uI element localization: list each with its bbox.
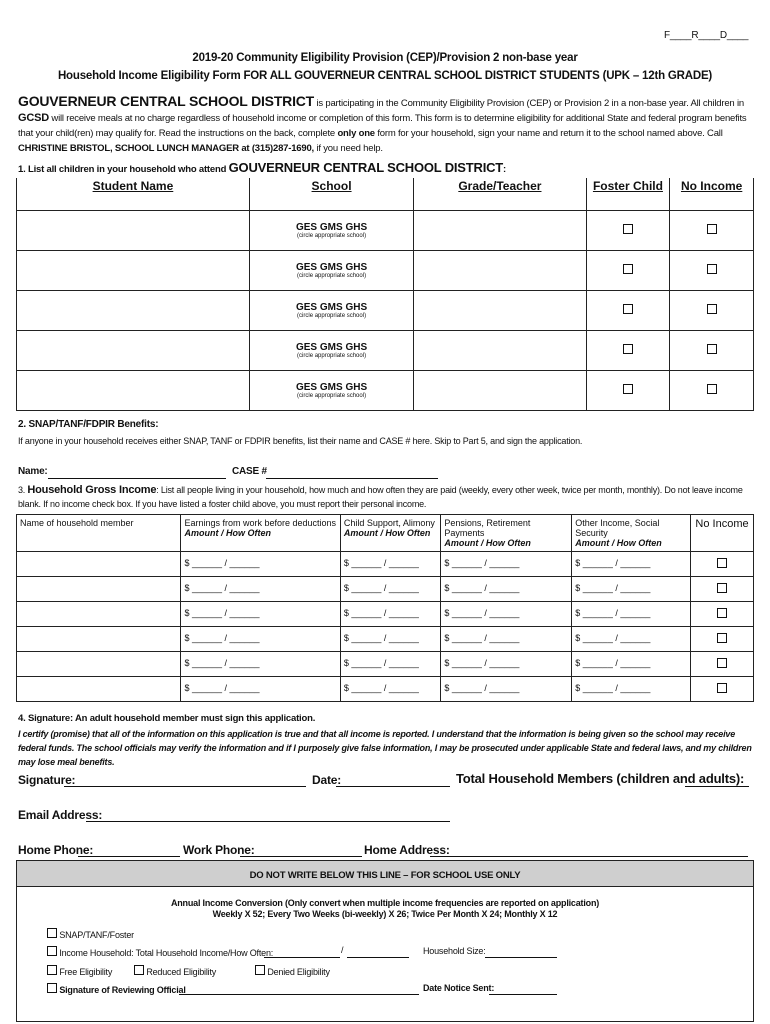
header-child-support xyxy=(340,515,441,552)
conversion-heading: Annual Income Conversion (Only convert when multiple income frequencies are reported on application) xyxy=(170,898,600,908)
other-income-cell[interactable]: $ ______ / ______ xyxy=(572,627,691,652)
member-name-cell[interactable] xyxy=(17,602,181,627)
no-income-checkbox[interactable] xyxy=(717,633,727,643)
conversion-rates: Weekly X 52; Every Two Weeks (bi-weekly) X 26; Twice Per Month X 24; Monthly X 12 xyxy=(212,909,558,919)
total-income-field[interactable] xyxy=(264,946,340,958)
other-income-cell[interactable]: $ ______ / ______ xyxy=(572,552,691,577)
grade-teacher-cell[interactable] xyxy=(414,210,586,250)
no-income-cell xyxy=(670,210,754,250)
other-income-label: Other Income, Social Security xyxy=(575,518,660,538)
foster-child-cell xyxy=(586,330,670,370)
school-options[interactable]: GES GMS GHS xyxy=(295,261,368,273)
no-income-cell xyxy=(691,652,754,677)
part4-heading: 4. Signature: An adult household member must sign this application. xyxy=(18,713,316,724)
header-earnings xyxy=(181,515,340,552)
income-header-row xyxy=(17,515,754,552)
earnings-cell[interactable]: $ ______ / ______ xyxy=(181,627,340,652)
income-household-checkbox[interactable] xyxy=(47,946,57,956)
office-use-banner xyxy=(17,861,753,887)
child-support-cell[interactable]: $ ______ / ______ xyxy=(340,627,441,652)
part3-number: 3. xyxy=(18,485,26,495)
no-income-cell xyxy=(691,602,754,627)
no-income-checkbox[interactable] xyxy=(707,304,717,314)
pensions-label: Pensions, Retirement Payments xyxy=(444,518,531,538)
child-support-cell[interactable]: $ ______ / ______ xyxy=(340,602,441,627)
how-often-field[interactable] xyxy=(347,946,409,958)
reviewing-official-label: Signature of Reviewing Official xyxy=(59,985,186,995)
other-income-cell[interactable]: $ ______ / ______ xyxy=(572,652,691,677)
email-label: Email Address: xyxy=(18,808,103,822)
student-name-cell[interactable] xyxy=(17,210,250,250)
table-row xyxy=(17,330,754,370)
no-income-cell xyxy=(670,330,754,370)
household-members-field[interactable] xyxy=(685,773,749,787)
pensions-cell[interactable]: $ ______ / ______ xyxy=(441,627,572,652)
office-use-box xyxy=(16,860,754,1022)
intro-text: if you need help. xyxy=(314,143,383,154)
student-name-cell[interactable] xyxy=(17,250,250,290)
foster-child-checkbox[interactable] xyxy=(623,224,633,234)
no-income-cell xyxy=(691,552,754,577)
earnings-cell[interactable]: $ ______ / ______ xyxy=(181,577,340,602)
snap-row xyxy=(47,928,134,940)
header-school: School xyxy=(249,178,413,210)
no-income-checkbox[interactable] xyxy=(707,264,717,274)
snap-name-label: Name: xyxy=(18,466,48,477)
certification-text: I certify (promise) that all of the information on this application is true and that all income is reported. I understand that the information is being given so the school may receive federal funds. The school officials may verify the information and if I purposely give false information, I may be prosecuted under applicable State and federal laws, and my children may lose meal benefits. xyxy=(18,729,752,767)
date-field[interactable] xyxy=(336,773,450,787)
child-support-cell[interactable]: $ ______ / ______ xyxy=(340,577,441,602)
school-note: (circle appropriate school) xyxy=(297,312,367,319)
part1-heading xyxy=(18,160,506,175)
school-options[interactable]: GES GMS GHS xyxy=(295,381,368,393)
income-household-label: Income Household: Total Household Income/How Often: xyxy=(59,948,274,958)
email-field[interactable] xyxy=(86,808,450,822)
denied-eligibility-label: Denied Eligibility xyxy=(267,967,330,977)
other-income-cell[interactable]: $ ______ / ______ xyxy=(572,677,691,702)
no-income-cell xyxy=(691,627,754,652)
school-cell[interactable] xyxy=(249,330,413,370)
date-label: Date: xyxy=(312,773,342,787)
table-row xyxy=(17,577,754,602)
amount-how-often: Amount / How Often xyxy=(343,528,431,538)
table-row xyxy=(17,552,754,577)
income-household-row xyxy=(47,946,273,958)
reduced-row xyxy=(134,965,216,977)
school-note: (circle appropriate school) xyxy=(297,232,367,239)
child-support-cell[interactable]: $ ______ / ______ xyxy=(340,552,441,577)
pensions-cell[interactable]: $ ______ / ______ xyxy=(441,677,572,702)
table-row xyxy=(17,677,754,702)
part1-label: 1. List all children in your household who attend xyxy=(18,164,229,175)
earnings-cell[interactable]: $ ______ / ______ xyxy=(181,652,340,677)
grade-teacher-cell[interactable] xyxy=(414,370,586,410)
header-other-income xyxy=(572,515,691,552)
school-options[interactable]: GES GMS GHS xyxy=(295,301,368,313)
no-income-cell xyxy=(691,677,754,702)
no-income-cell xyxy=(691,577,754,602)
part1-colon: : xyxy=(503,164,507,175)
student-name-cell[interactable] xyxy=(17,290,250,330)
school-cell[interactable] xyxy=(249,290,413,330)
no-income-checkbox[interactable] xyxy=(717,583,727,593)
household-size-field[interactable] xyxy=(485,946,557,958)
intro-text: form for your household, sign your name and return it to the school named above. Call xyxy=(374,128,723,139)
member-name-cell[interactable] xyxy=(17,577,181,602)
reviewing-official-row xyxy=(47,983,186,995)
table-row xyxy=(17,370,754,410)
no-income-cell xyxy=(670,370,754,410)
reviewing-official-field[interactable] xyxy=(179,983,419,995)
date-notice-sent-field[interactable] xyxy=(489,983,557,995)
child-support-cell[interactable]: $ ______ / ______ xyxy=(340,652,441,677)
table-row xyxy=(17,290,754,330)
no-income-cell xyxy=(670,250,754,290)
foster-child-cell xyxy=(586,290,670,330)
office-use-banner-text: DO NOT WRITE BELOW THIS LINE – FOR SCHOOL USE ONLY xyxy=(249,870,521,881)
earnings-cell[interactable]: $ ______ / ______ xyxy=(181,602,340,627)
table-row xyxy=(17,627,754,652)
school-cell[interactable] xyxy=(249,250,413,290)
other-income-cell[interactable]: $ ______ / ______ xyxy=(572,602,691,627)
earnings-cell[interactable]: $ ______ / ______ xyxy=(181,677,340,702)
household-size-label: Household Size: xyxy=(423,946,486,956)
school-options[interactable]: GES GMS GHS xyxy=(295,221,368,233)
member-name-cell[interactable] xyxy=(17,652,181,677)
free-row xyxy=(47,965,112,977)
amount-how-often: Amount / How Often xyxy=(444,538,531,548)
part3-intro xyxy=(18,483,748,511)
part1-district: GOUVERNEUR CENTRAL SCHOOL DISTRICT xyxy=(228,160,504,175)
free-eligibility-label: Free Eligibility xyxy=(59,967,113,977)
header-pensions xyxy=(441,515,572,552)
grade-teacher-cell[interactable] xyxy=(414,290,586,330)
header-member-name: Name of household member xyxy=(17,515,181,552)
foster-child-cell xyxy=(586,370,670,410)
snap-name-field[interactable] xyxy=(48,466,226,479)
snap-label: SNAP/TANF/Foster xyxy=(59,930,134,940)
contact-info: CHRISTINE BRISTOL, SCHOOL LUNCH MANAGER at (315)287-1690, xyxy=(18,143,315,154)
intro-text: will receive meals at no charge regardless of household income or completion of this form. This form is to determine eligibility for additional State and federal program benefits that your child(ren) may qualify for. Read the instructions on the back, complete xyxy=(18,113,747,139)
home-phone-field[interactable] xyxy=(78,843,180,857)
slash: / xyxy=(341,945,344,955)
member-name-cell[interactable] xyxy=(17,552,181,577)
grade-teacher-cell[interactable] xyxy=(414,330,586,370)
home-address-label: Home Address: xyxy=(364,843,450,857)
reduced-eligibility-checkbox[interactable] xyxy=(134,965,144,975)
no-income-checkbox[interactable] xyxy=(707,384,717,394)
table-row xyxy=(17,652,754,677)
child-support-label: Child Support, Alimony xyxy=(343,518,435,528)
school-options[interactable]: GES GMS GHS xyxy=(295,341,368,353)
no-income-checkbox[interactable] xyxy=(717,608,727,618)
earnings-label: Earnings from work before deductions xyxy=(184,518,337,528)
household-members-label: Total Household Members (children and adults): xyxy=(456,771,745,786)
income-table xyxy=(16,514,754,702)
student-name-cell[interactable] xyxy=(17,370,250,410)
table-row xyxy=(17,210,754,250)
pensions-cell[interactable]: $ ______ / ______ xyxy=(441,577,572,602)
foster-child-cell xyxy=(586,210,670,250)
pensions-cell[interactable]: $ ______ / ______ xyxy=(441,552,572,577)
part3-heading: Household Gross Income xyxy=(27,484,157,496)
foster-child-checkbox[interactable] xyxy=(623,304,633,314)
school-cell[interactable] xyxy=(249,210,413,250)
foster-child-checkbox[interactable] xyxy=(623,344,633,354)
part2-text: If anyone in your household receives either SNAP, TANF or FDPIR benefits, list their name and CASE # here. Skip to Part 5, and sign the application. xyxy=(18,436,583,446)
school-note: (circle appropriate school) xyxy=(297,392,367,399)
grade-teacher-cell[interactable] xyxy=(414,250,586,290)
denied-row xyxy=(255,965,330,977)
member-name-cell[interactable] xyxy=(17,627,181,652)
child-support-cell[interactable]: $ ______ / ______ xyxy=(340,677,441,702)
student-name-cell[interactable] xyxy=(17,330,250,370)
free-eligibility-checkbox[interactable] xyxy=(47,965,57,975)
office-code: F____R____D____ xyxy=(664,30,749,41)
table-row xyxy=(17,250,754,290)
children-header-row xyxy=(17,178,754,210)
foster-child-cell xyxy=(586,250,670,290)
intro-emphasis: only one xyxy=(337,128,375,139)
date-notice-sent-label: Date Notice Sent: xyxy=(423,983,495,993)
form-title: 2019-20 Community Eligibility Provision (CEP)/Provision 2 non-base year xyxy=(192,52,578,64)
home-phone-label: Home Phone: xyxy=(18,843,94,857)
no-income-checkbox[interactable] xyxy=(707,344,717,354)
gcsd-abbrev: GCSD xyxy=(18,112,49,124)
amount-how-often: Amount / How Often xyxy=(575,538,662,548)
header-no-income: No Income xyxy=(691,515,754,552)
form-subtitle: Household Income Eligibility Form FOR ALL GOUVERNEUR CENTRAL SCHOOL DISTRICT STUDENTS (UPK – 12th GRADE) xyxy=(57,70,713,82)
foster-child-checkbox[interactable] xyxy=(623,264,633,274)
work-phone-field[interactable] xyxy=(240,843,362,857)
school-cell[interactable] xyxy=(249,370,413,410)
no-income-checkbox[interactable] xyxy=(717,658,727,668)
part2-heading: 2. SNAP/TANF/FDPIR Benefits: xyxy=(18,419,159,430)
member-name-cell[interactable] xyxy=(17,677,181,702)
part3-text: : List all people living in your household, how much and how often they are paid (weekly, every other week, twice per month, monthly). Do not leave income blank. If no income check box. If you have listed a foster child above, you must report their personal income. xyxy=(18,485,743,509)
header-foster-child: Foster Child xyxy=(586,178,670,210)
case-number-label: CASE # xyxy=(232,466,267,477)
no-income-cell xyxy=(670,290,754,330)
children-table xyxy=(16,178,754,411)
header-grade-teacher: Grade/Teacher xyxy=(414,178,586,210)
pensions-cell[interactable]: $ ______ / ______ xyxy=(441,652,572,677)
header-no-income: No Income xyxy=(670,178,754,210)
no-income-checkbox[interactable] xyxy=(717,558,727,568)
table-row xyxy=(17,602,754,627)
intro-text: is participating in the Community Eligibility Provision (CEP) or Provision 2 in a non-base year. All children in xyxy=(314,98,744,109)
earnings-cell[interactable]: $ ______ / ______ xyxy=(181,552,340,577)
snap-checkbox[interactable] xyxy=(47,928,57,938)
header-student-name: Student Name xyxy=(17,178,250,210)
signature-field[interactable] xyxy=(64,773,306,787)
work-phone-label: Work Phone: xyxy=(183,843,255,857)
school-note: (circle appropriate school) xyxy=(297,272,367,279)
reviewing-official-checkbox[interactable] xyxy=(47,983,57,993)
amount-how-often: Amount / How Often xyxy=(184,528,271,538)
intro-paragraph xyxy=(18,94,754,156)
denied-eligibility-checkbox[interactable] xyxy=(255,965,265,975)
reduced-eligibility-label: Reduced Eligibility xyxy=(146,967,217,977)
school-note: (circle appropriate school) xyxy=(297,352,367,359)
no-income-checkbox[interactable] xyxy=(707,224,717,234)
signature-label: Signature: xyxy=(18,773,76,787)
case-number-field[interactable] xyxy=(266,466,438,479)
other-income-cell[interactable]: $ ______ / ______ xyxy=(572,577,691,602)
foster-child-checkbox[interactable] xyxy=(623,384,633,394)
pensions-cell[interactable]: $ ______ / ______ xyxy=(441,602,572,627)
no-income-checkbox[interactable] xyxy=(717,683,727,693)
home-address-field[interactable] xyxy=(430,843,748,857)
district-name: GOUVERNEUR CENTRAL SCHOOL DISTRICT xyxy=(18,93,315,109)
